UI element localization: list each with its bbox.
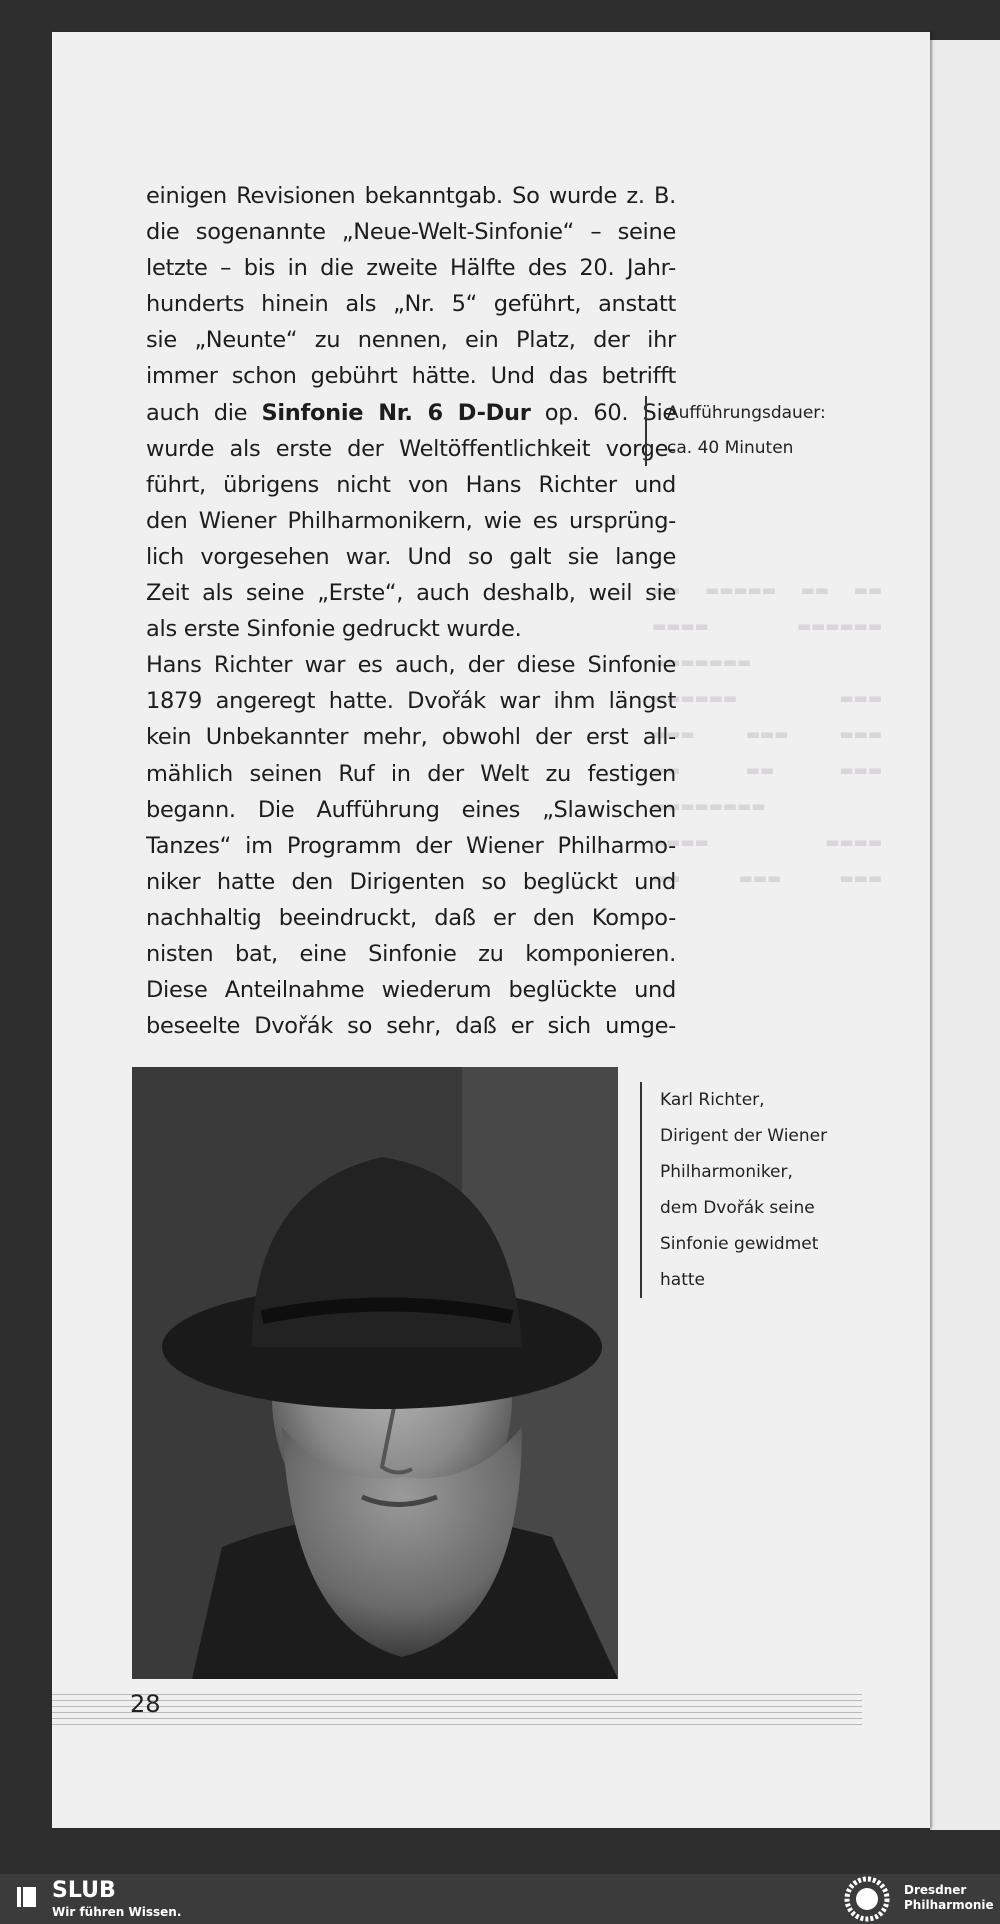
footer-rule xyxy=(52,1712,862,1713)
text-line: niker hatte den Dirigenten so beglückt und xyxy=(146,868,676,895)
text-line: mählich seinen Ruf in der Welt zu festigen xyxy=(146,760,676,787)
footer-rule xyxy=(52,1718,862,1719)
text-line: den Wiener Philharmonikern, wie es ursprüng- xyxy=(146,507,676,534)
partner-line: Dresdner xyxy=(904,1883,967,1897)
text-line: lich vorgesehen war. Und so galt sie lange xyxy=(146,543,676,570)
duration-value: ca. 40 Minuten xyxy=(667,438,794,458)
caption-line: Dirigent der Wiener xyxy=(660,1126,828,1146)
caption-line: hatte xyxy=(660,1270,705,1290)
dresdner-philharmonie-logo-icon xyxy=(840,1875,894,1923)
caption-line: Philharmoniker, xyxy=(660,1162,793,1182)
footer-rule xyxy=(52,1694,862,1695)
text-line: 1879 angeregt hatte. Dvořák war ihm längst xyxy=(146,688,676,715)
text-line: Diese Anteilnahme wiederum beglückte und xyxy=(146,977,676,1004)
footer-rule xyxy=(52,1706,862,1707)
show-through-text: ▬▬ ▬▬▬▬▬ ▬▬ ▬▬ ▬▬▬▬ ▬▬▬▬▬▬ ▬▬▬▬▬▬▬ ▬▬▬▬▬▬ ▬▬▬ ▬▬▬ ▬▬▬ ▬▬▬ ▬▬ ▬▬ ▬▬▬ ▬▬▬▬▬▬▬▬ ▬▬▬▬ ▬▬▬▬ ▬▬ ▬▬▬ ▬▬▬ xyxy=(652,581,882,887)
text-line: kein Unbekannter mehr, obwohl der erst all- xyxy=(146,724,676,751)
duration-note xyxy=(645,396,826,466)
portrait-illustration xyxy=(132,1067,618,1679)
caption-line: Sinfonie gewidmet xyxy=(660,1234,819,1254)
text-line: Hans Richter war es auch, der diese Sinfonie xyxy=(146,652,676,679)
text-line: führt, übrigens nicht von Hans Richter und xyxy=(146,471,676,498)
document-page xyxy=(52,32,930,1828)
text-line: Tanzes“ im Programm der Wiener Philharmo- xyxy=(146,832,676,859)
caption-line: dem Dvořák seine xyxy=(660,1198,815,1218)
text-line: wurde als erste der Weltöffentlichkeit vorge- xyxy=(146,435,676,462)
text-line: als erste Sinfonie gedruckt wurde. xyxy=(146,616,522,643)
text-line-with-title xyxy=(146,395,676,431)
slub-logo-icon xyxy=(14,1884,40,1910)
caption-line: Karl Richter, xyxy=(660,1090,765,1110)
facing-page-edge xyxy=(930,40,1000,1830)
slub-slogan: Wir führen Wissen. xyxy=(52,1905,182,1919)
partner-line: Philharmonie xyxy=(904,1898,994,1912)
portrait-photo xyxy=(132,1067,618,1679)
text-fragment: op. 60. Sie xyxy=(544,399,676,426)
text-line: begann. Die Aufführung eines „Slawischen xyxy=(146,796,676,823)
text-line: beseelte Dvořák so sehr, daß er sich umge- xyxy=(146,1013,676,1040)
text-line: nisten bat, eine Sinfonie zu komponieren. xyxy=(146,940,676,967)
text-line: sie „Neunte“ zu nennen, ein Platz, der ihr xyxy=(146,327,676,354)
viewer-footer-bar xyxy=(0,1874,1000,1924)
text-line: Zeit als seine „Erste“, auch deshalb, weil sie xyxy=(146,580,676,607)
page-number: 28 xyxy=(130,1690,161,1718)
text-line: hunderts hinein als „Nr. 5“ geführt, anstatt xyxy=(146,291,676,318)
text-line: immer schon gebührt hätte. Und das betrifft xyxy=(146,363,676,390)
body-text xyxy=(146,178,676,1044)
footer-rule xyxy=(52,1724,862,1725)
footer-rule xyxy=(52,1700,862,1701)
duration-label: Aufführungsdauer: xyxy=(667,403,826,423)
text-line: nachhaltig beeindruckt, daß er den Kompo- xyxy=(146,904,676,931)
symphony-title: Sinfonie Nr. 6 D-Dur xyxy=(261,399,531,426)
photo-caption xyxy=(640,1082,827,1298)
slub-name: SLUB xyxy=(52,1878,116,1903)
text-fragment: auch die xyxy=(146,399,248,426)
dresdner-philharmonie-name xyxy=(904,1883,994,1913)
text-line: letzte – bis in die zweite Hälfte des 20. Jahr- xyxy=(146,255,676,282)
text-line: einigen Revisionen bekanntgab. So wurde z. B. xyxy=(146,183,676,209)
text-line: die sogenannte „Neue-Welt-Sinfonie“ – seine xyxy=(146,219,676,246)
